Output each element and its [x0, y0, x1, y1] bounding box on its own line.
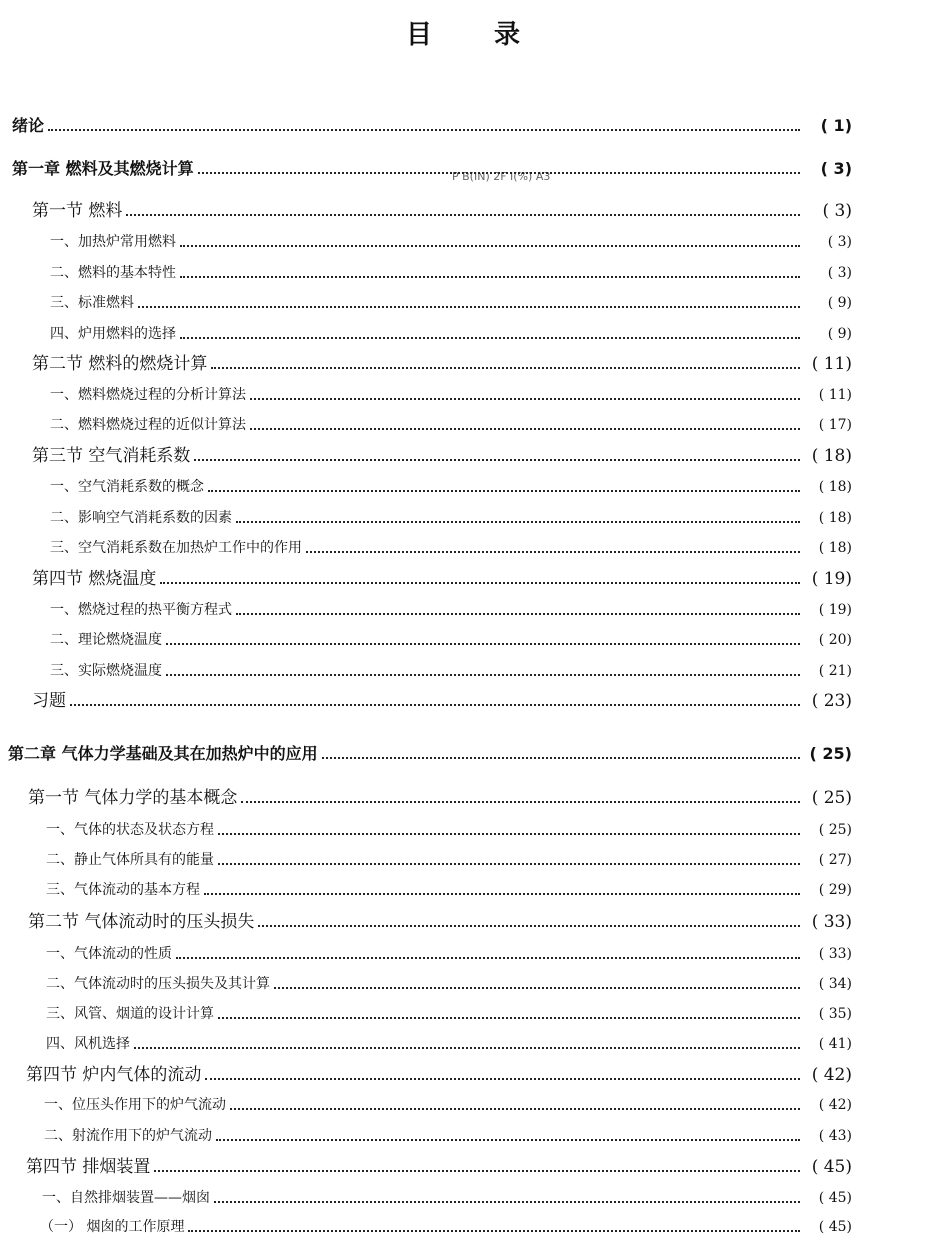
toc-entry [50, 322, 852, 346]
toc-entry [32, 352, 852, 376]
toc-entry-label: 二、气体流动时的压头损失及其计算 [46, 976, 270, 992]
toc-entry [28, 910, 852, 934]
dot-leader [241, 801, 800, 803]
toc-entry-page: ( 43) [818, 1128, 852, 1144]
toc-entry [42, 1186, 852, 1210]
toc-entry [26, 1063, 852, 1087]
toc-entry-label: 四、风机选择 [46, 1036, 130, 1052]
toc-entry [50, 261, 852, 285]
toc-entry-label: 习题 [32, 691, 66, 711]
dot-leader [188, 1230, 800, 1232]
toc-entry [44, 1124, 852, 1148]
toc-entry-page: ( 19) [811, 569, 852, 589]
toc-entry-label: （一） 烟囱的工作原理 [40, 1219, 185, 1235]
toc-entry-label: 第四节 炉内气体的流动 [26, 1065, 202, 1085]
toc-entry-label: 第三节 空气消耗系数 [32, 446, 191, 466]
toc-entry-page: ( 18) [811, 446, 852, 466]
toc-entry-page: ( 3) [822, 201, 852, 221]
dot-leader [166, 643, 800, 645]
toc-entry [46, 848, 852, 872]
toc-entry-label: 二、燃料燃烧过程的近似计算法 [50, 417, 246, 433]
toc-entry [12, 157, 852, 181]
toc-entry [12, 114, 852, 138]
toc-entry [50, 475, 852, 499]
toc-entry-label: 绪论 [12, 116, 45, 135]
toc-entry-page: ( 9) [827, 326, 852, 342]
toc-entry-label: 二、影响空气消耗系数的因素 [50, 510, 232, 526]
toc-entry-label: 一、加热炉常用燃料 [50, 234, 176, 250]
toc-entry-page: ( 18) [818, 479, 852, 495]
toc-entry [50, 291, 852, 315]
dot-leader [250, 398, 800, 400]
toc-entry [50, 598, 852, 622]
dot-leader [211, 367, 800, 369]
toc-entry-page: ( 33) [811, 912, 852, 932]
toc-entry-page: ( 35) [818, 1006, 852, 1022]
dot-leader [180, 276, 800, 278]
toc-entry-page: ( 20) [818, 632, 852, 648]
toc-entry [50, 230, 852, 254]
toc-entry-label: 四、炉用燃料的选择 [50, 326, 176, 342]
dot-leader [218, 863, 800, 865]
toc-entry-page: ( 41) [818, 1036, 852, 1052]
toc-entry-page: ( 19) [818, 602, 852, 618]
toc-entry-label: 一、自然排烟装置——烟囱 [42, 1190, 210, 1206]
dot-leader [250, 428, 800, 430]
toc-entry-label: 第一节 气体力学的基本概念 [28, 788, 238, 808]
toc-entry-page: ( 3) [827, 234, 852, 250]
toc-entry [50, 628, 852, 652]
toc-entry-page: ( 9) [827, 295, 852, 311]
toc-entry-page: ( 45) [811, 1157, 852, 1177]
toc-entry-page: ( 45) [818, 1219, 852, 1235]
toc-entry-label: 一、燃料燃烧过程的分析计算法 [50, 387, 246, 403]
dot-leader [258, 925, 800, 927]
toc-entry-label: 三、标准燃料 [50, 295, 134, 311]
dot-leader [160, 582, 800, 584]
dot-leader [230, 1108, 800, 1110]
title-char-1: 目 [405, 20, 434, 50]
toc-entry [32, 567, 852, 591]
dot-leader [166, 674, 800, 676]
toc-entry-label: 第二节 燃料的燃烧计算 [32, 354, 208, 374]
toc-entry-label: 第二节 气体流动时的压头损失 [28, 912, 255, 932]
toc-entry [50, 383, 852, 407]
dot-leader [236, 521, 800, 523]
page-title [0, 14, 928, 51]
toc-entry-label: 一、气体的状态及状态方程 [46, 822, 214, 838]
toc-entry-page: ( 45) [818, 1190, 852, 1206]
toc-entry [46, 818, 852, 842]
toc-entry-page: ( 11) [818, 387, 852, 403]
toc-entry [50, 413, 852, 437]
toc-entry-label: 一、空气消耗系数的概念 [50, 479, 204, 495]
toc-entry-label: 第一章 燃料及其燃烧计算 [12, 159, 194, 178]
dot-leader [198, 172, 800, 174]
toc-entry [50, 536, 852, 560]
toc-entry-page: ( 42) [818, 1097, 852, 1113]
toc-entry-label: 二、静止气体所具有的能量 [46, 852, 214, 868]
toc-entry-label: 三、气体流动的基本方程 [46, 882, 200, 898]
toc-entry-label: 三、空气消耗系数在加热炉工作中的作用 [50, 540, 302, 556]
dot-leader [216, 1139, 800, 1141]
toc-entry-label: 一、位压头作用下的炉气流动 [44, 1097, 226, 1113]
dot-leader [176, 957, 800, 959]
toc-entry [26, 1155, 852, 1179]
dot-leader [214, 1201, 800, 1203]
toc-entry [46, 972, 852, 996]
toc-entry-label: 一、燃烧过程的热平衡方程式 [50, 602, 232, 618]
toc-entry-page: ( 42) [811, 1065, 852, 1085]
toc-entry [46, 1002, 852, 1026]
toc-entry [46, 878, 852, 902]
toc-entry-page: ( 29) [818, 882, 852, 898]
toc-entry-page: ( 3) [820, 159, 852, 178]
toc-entry-label: 三、风管、烟道的设计计算 [46, 1006, 214, 1022]
toc-entry-page: ( 1) [820, 116, 852, 135]
toc-entry-label: 一、气体流动的性质 [46, 946, 172, 962]
toc-entry-page: ( 33) [818, 946, 852, 962]
toc-entry-page: ( 27) [818, 852, 852, 868]
dot-leader [180, 245, 800, 247]
toc-entry-page: ( 34) [818, 976, 852, 992]
dot-leader [48, 129, 800, 131]
dot-leader [154, 1170, 800, 1172]
toc-entry-label: 二、射流作用下的炉气流动 [44, 1128, 212, 1144]
toc-entry [8, 742, 852, 766]
toc-entry-label: 二、理论燃烧温度 [50, 632, 162, 648]
toc-entry [44, 1093, 852, 1117]
dot-leader [194, 459, 800, 461]
dot-leader [274, 987, 800, 989]
dot-leader [70, 704, 800, 706]
toc-entry-page: ( 25) [818, 822, 852, 838]
toc-entry [46, 942, 852, 966]
toc-entry-label: 第四节 燃烧温度 [32, 569, 157, 589]
toc-entry-label: 第二章 气体力学基础及其在加热炉中的应用 [8, 744, 318, 763]
toc-entry [50, 506, 852, 530]
dot-leader [306, 551, 800, 553]
toc-entry-label: 二、燃料的基本特性 [50, 265, 176, 281]
toc-entry-page: ( 18) [818, 510, 852, 526]
dot-leader [208, 490, 800, 492]
toc-entry [40, 1215, 852, 1239]
toc-entry-page: ( 25) [809, 744, 852, 763]
dot-leader [218, 1017, 800, 1019]
toc-entry-page: ( 25) [811, 788, 852, 808]
dot-leader [126, 214, 800, 216]
toc-entry-label: 三、实际燃烧温度 [50, 663, 162, 679]
toc-entry [32, 444, 852, 468]
toc-entry-page: ( 11) [811, 354, 852, 374]
dot-leader [138, 306, 800, 308]
dot-leader [236, 613, 800, 615]
dot-leader [218, 833, 800, 835]
toc-entry [50, 659, 852, 683]
stray-text: P B(IN) 2F I(%) A3 [452, 170, 551, 183]
toc-entry-label: 第一节 燃料 [32, 201, 123, 221]
dot-leader [134, 1047, 800, 1049]
dot-leader [205, 1078, 800, 1080]
dot-leader [204, 893, 800, 895]
toc-entry-page: ( 18) [818, 540, 852, 556]
title-char-2: 录 [494, 20, 523, 50]
toc-entry-page: ( 21) [818, 663, 852, 679]
toc-entry-page: ( 17) [818, 417, 852, 433]
toc-entry-page: ( 3) [827, 265, 852, 281]
toc-entry [28, 786, 852, 810]
dot-leader [180, 337, 800, 339]
toc-entry [32, 689, 852, 713]
toc-entry [46, 1032, 852, 1056]
dot-leader [322, 757, 800, 759]
toc-entry-page: ( 23) [811, 691, 852, 711]
toc-entry-label: 第四节 排烟装置 [26, 1157, 151, 1177]
toc-entry [32, 199, 852, 223]
